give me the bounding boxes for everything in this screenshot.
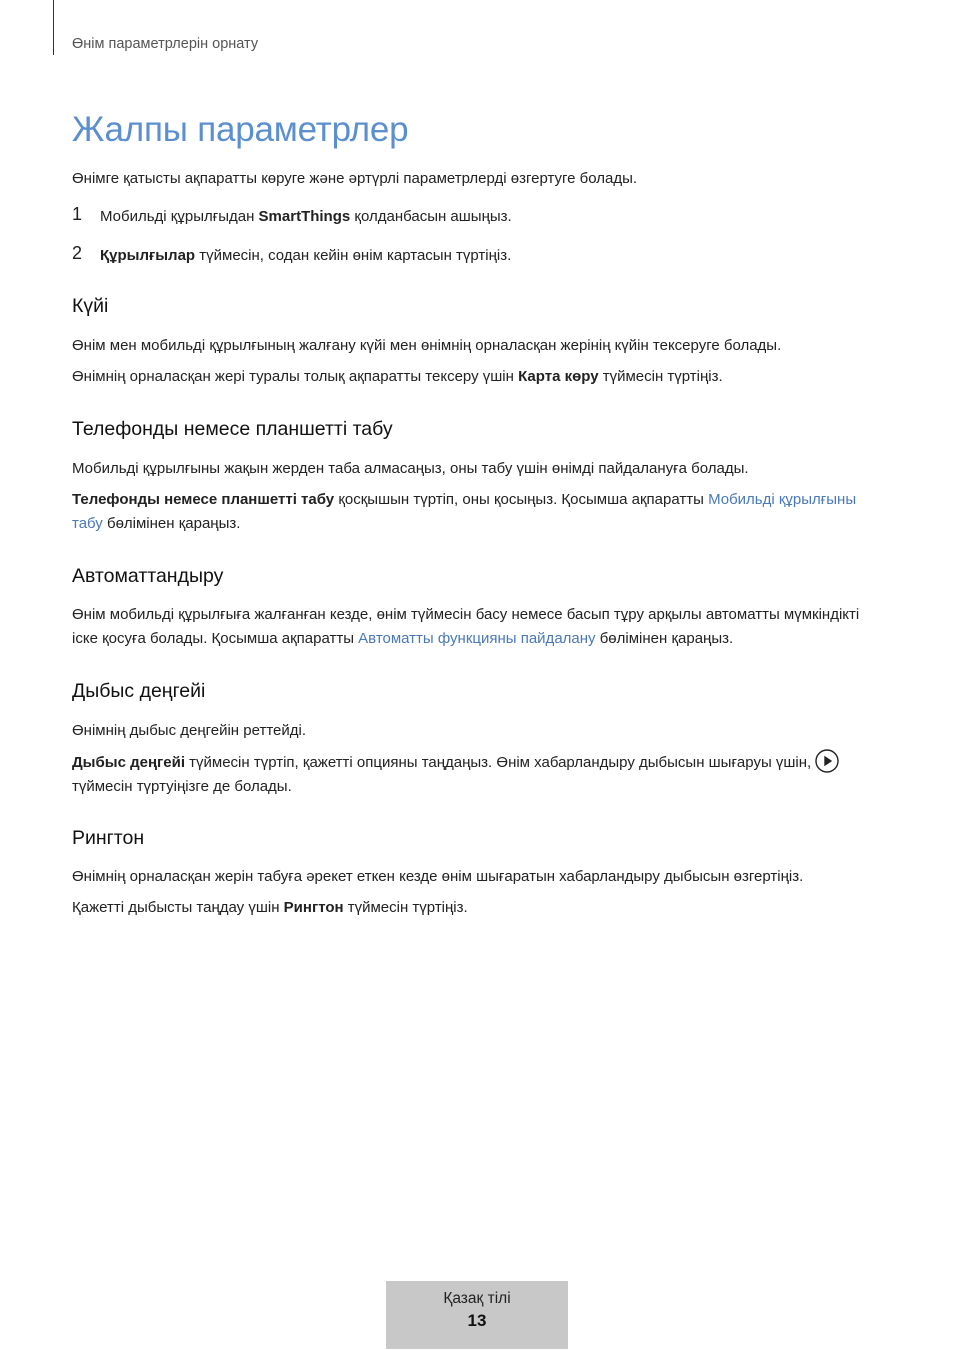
step-2-text-end: түймесін, содан кейін өнім картасын түртіңіз. <box>195 247 512 264</box>
automation-link[interactable]: Автоматты функцияны пайдалану <box>358 630 596 647</box>
step-text-2 <box>100 247 511 264</box>
ringtone-text-2-start: Қажетті дыбысты таңдау үшін <box>72 899 284 916</box>
status-text-2-start: Өнімнің орналасқан жері туралы толық ақпаратты тексеру үшін <box>72 368 519 385</box>
automation-text-start: Өнім мобильді құрылғыға жалғанған кезде, өнім түймесін басу немесе басып тұру арқылы автоматты мүмкіндікті іске қосуға болады. Қосымша ақпаратты <box>72 606 860 647</box>
automation-text <box>72 603 887 651</box>
footer-language: Қазақ тілі <box>443 1290 511 1307</box>
play-circle-icon <box>815 749 839 773</box>
step-number-1: 1 <box>72 204 83 224</box>
step-1-text-start: Мобильді құрылғыдан <box>100 208 259 225</box>
volume-text-2-middle: түймесін түртіп, қажетті опцияны таңдаңыз. Өнім хабарландыру дыбысын шығаруы үшін, <box>184 754 816 771</box>
margin-rule <box>53 0 54 55</box>
heading-ringtone: Рингтон <box>72 827 145 849</box>
ringtone-text-1: Өнімнің орналасқан жерін табуға әрекет еткен кезде өнім шығаратын хабарландыру дыбысын өзгертіңіз. <box>72 868 804 885</box>
status-text-1: Өнім мен мобильді құрылғының жалғану күйі мен өнімнің орналасқан жерінің күйін тексеруге болады. <box>72 337 782 354</box>
volume-option-name: Дыбыс деңгейі <box>72 754 185 771</box>
step-number-2: 2 <box>72 243 83 263</box>
volume-text-1: Өнімнің дыбыс деңгейін реттейді. <box>72 722 306 739</box>
volume-text-2-end: түймесін түртуіңізге де болады. <box>72 778 292 795</box>
heading-volume: Дыбыс деңгейі <box>72 680 206 702</box>
find-text-2-middle: қосқышын түртіп, оны қосыңыз. Қосымша ақпаратты <box>334 491 709 508</box>
page-footer <box>386 1281 568 1349</box>
page-title: Жалпы параметрлер <box>72 110 409 149</box>
status-text-2 <box>72 365 887 389</box>
intro-text: Өнімге қатысты ақпаратты көруге және әртүрлі параметрлерді өзгертуге болады. <box>72 170 638 187</box>
volume-text-2 <box>72 749 887 799</box>
step-1-text-end: қолданбасын ашыңыз. <box>350 208 512 225</box>
status-text-2-end: түймесін түртіңіз. <box>598 368 723 385</box>
automation-text-end: бөлімінен қараңыз. <box>595 630 734 647</box>
running-head: Өнім параметрлерін орнату <box>72 36 259 52</box>
step-1-app-name: SmartThings <box>258 208 351 225</box>
page-number: 13 <box>467 1311 487 1330</box>
heading-automation: Автоматтандыру <box>72 565 224 587</box>
ringtone-text-2 <box>72 896 887 920</box>
step-text-1 <box>100 208 512 225</box>
map-view-button-name: Карта көру <box>518 368 599 385</box>
ringtone-text-2-end: түймесін түртіңіз. <box>343 899 468 916</box>
find-switch-name: Телефонды немесе планшетті табу <box>72 491 335 508</box>
step-2-button-name: Құрылғылар <box>100 247 196 264</box>
ringtone-option-name: Рингтон <box>283 899 344 916</box>
find-text-2 <box>72 488 887 536</box>
heading-find-phone: Телефонды немесе планшетті табу <box>72 418 393 440</box>
find-text-1: Мобильді құрылғыны жақын жерден таба алмасаңыз, оны табу үшін өнімді пайдалануға болады. <box>72 460 749 477</box>
find-device-link[interactable]: Мобильді құрылғыны табу <box>72 491 857 532</box>
find-text-2-end: бөлімінен қараңыз. <box>102 515 241 532</box>
heading-status: Күйі <box>72 295 109 317</box>
